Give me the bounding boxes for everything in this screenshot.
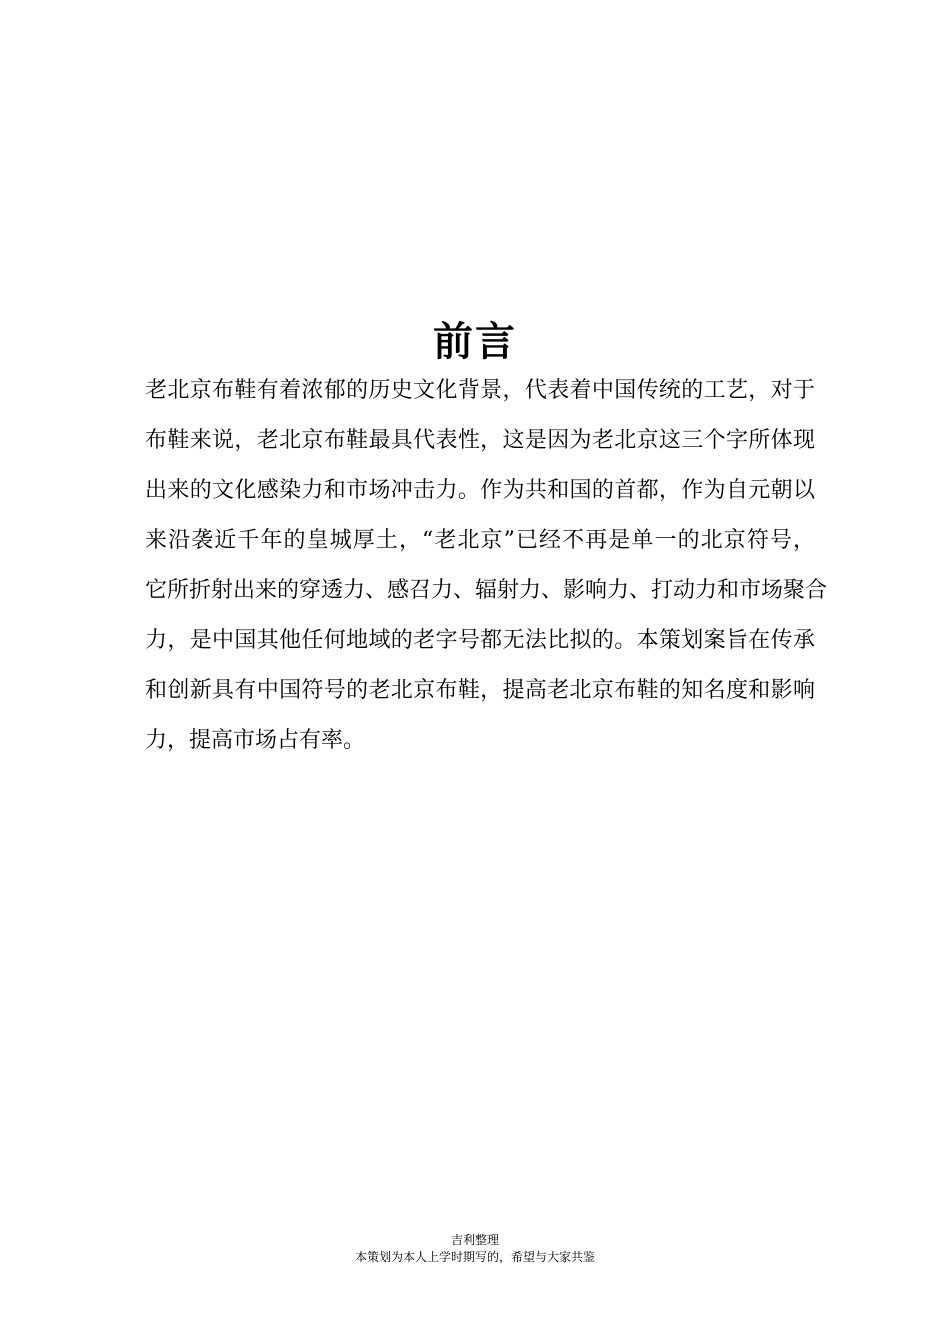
paragraph-line: 力，是中国其他任何地域的老字号都无法比拟的。本策划案旨在传承 — [145, 628, 815, 653]
preface-paragraph — [145, 366, 828, 766]
page-footer — [0, 1232, 950, 1266]
page-title: 前言 — [433, 318, 517, 365]
footer-line: 本策划为本人上学时期写的，希望与大家共鉴 — [354, 1250, 595, 1264]
paragraph-line: 它所折射出来的穿透力、感召力、辐射力、影响力、打动力和市场聚合 — [145, 578, 828, 603]
footer-line: 吉利整理 — [450, 1233, 499, 1247]
paragraph-line: 来沿袭近千年的皇城厚土，“老北京”已经不再是单一的北京符号， — [145, 528, 815, 553]
paragraph-line: 布鞋来说，老北京布鞋最具代表性，这是因为老北京这三个字所体现 — [145, 428, 815, 453]
paragraph-line: 力，提高市场占有率。 — [145, 728, 366, 753]
paragraph-line: 和创新具有中国符号的老北京布鞋，提高老北京布鞋的知名度和影响 — [145, 678, 815, 703]
paragraph-line: 出来的文化感染力和市场冲击力。作为共和国的首都，作为自元朝以 — [145, 478, 815, 503]
paragraph-line: 老北京布鞋有着浓郁的历史文化背景，代表着中国传统的工艺，对于 — [145, 378, 815, 403]
